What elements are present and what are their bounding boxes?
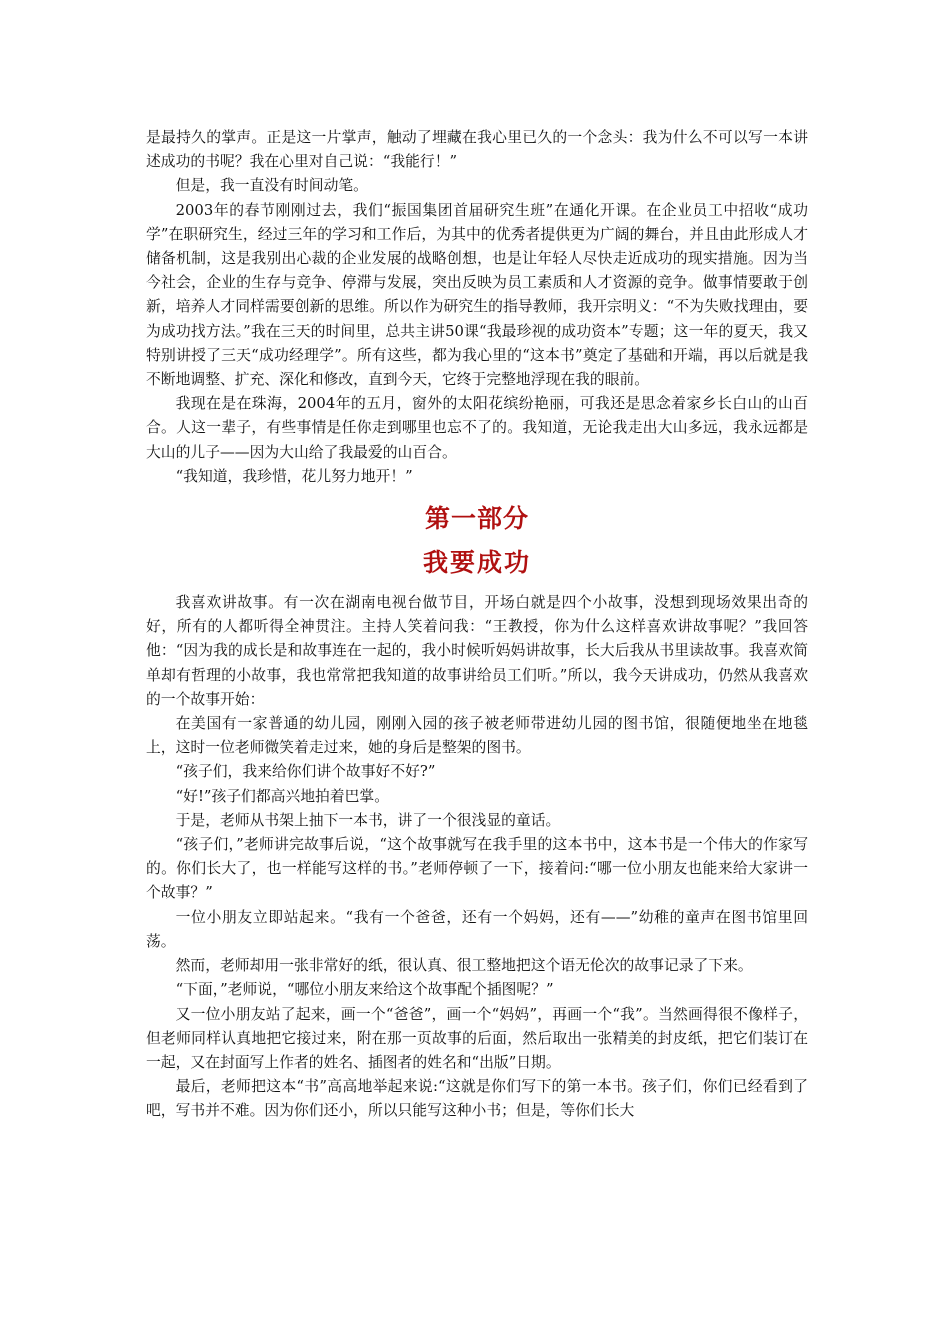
paragraph: 我现在是在珠海，2004年的五月，窗外的太阳花缤纷艳丽，可我还是思念着家乡长白山的山百合。人这一辈子，有些事情是任你走到哪里也忘不了的。我知道，无论我走出大山多远，我永远都是大山的儿子——因为大山给了我最爱的山百合。: [146, 395, 808, 461]
part-title: 第一部分: [424, 504, 529, 534]
paragraph: “我知道，我珍惜，花儿努力地开！”: [175, 467, 413, 485]
paragraph: “孩子们，我来给你们讲个故事好不好?”: [175, 763, 436, 781]
paragraph: 又一位小朋友站了起来，画一个“爸爸”，画一个“妈妈”，再画一个“我”。当然画得很不像样子，但老师同样认真地把它接过来，附在那一页故事的后面，然后取出一张精美的封皮纸，把它们装订在一起，又在封面写上作者的姓名、插图者的姓名和“出版”日期。: [146, 1005, 808, 1071]
paragraph: 是最持久的掌声。正是这一片掌声，触动了埋藏在我心里已久的一个念头：我为什么不可以写一本讲述成功的书呢？我在心里对自己说：“我能行！”: [146, 129, 808, 171]
paragraph: 最后，老师把这本“书”高高地举起来说:“这就是你们写下的第一本书。孩子们，你们已经看到了吧，写书并不难。因为你们还小，所以只能写这种小书；但是，等你们长大: [146, 1078, 808, 1120]
paragraph: 一位小朋友立即站起来。“我有一个爸爸，还有一个妈妈，还有——”幼稚的童声在图书馆里回荡。: [146, 908, 808, 950]
paragraph: 然而，老师却用一张非常好的纸，很认真、很工整地把这个语无伦次的故事记录了下来。: [175, 957, 753, 975]
paragraph: 在美国有一家普通的幼儿园，刚刚入园的孩子被老师带进幼儿园的图书馆，很随便地坐在地毯上，这时一位老师微笑着走过来，她的身后是整架的图书。: [146, 715, 808, 757]
chapter-title: 我要成功: [422, 548, 531, 578]
paragraph: 我喜欢讲故事。有一次在湖南电视台做节目，开场白就是四个小故事，没想到现场效果出奇的好，所有的人都听得全神贯注。主持人笑着问我：“王教授，你为什么这样喜欢讲故事呢？”我回答他：“因为我的成长是和故事连在一起的，我小时候听妈妈讲故事，长大后我从书里读故事。我喜欢简单却有哲理的小故事，我也常常把我知道的故事讲给员工们听。”所以，我今天讲成功，仍然从我喜欢的一个故事开始：: [146, 594, 808, 708]
paragraph: 但是，我一直没有时间动笔。: [175, 177, 368, 195]
paragraph: “好!”孩子们都高兴地拍着巴掌。: [175, 787, 390, 805]
paragraph: 于是，老师从书架上抽下一本书，讲了一个很浅显的童话。: [175, 811, 561, 829]
paragraph: 2003年的春节刚刚过去，我们“振国集团首届研究生班”在通化开课。在企业员工中招收“成功学”在职研究生，经过三年的学习和工作后，为其中的优秀者提供更为广阔的舞台，并且由此形成人才储备机制，这是我别出心裁的企业发展的战略创想，也是让年轻人尽快走近成功的现实措施。因为当今社会，企业的生存与竞争、停滞与发展，突出反映为员工素质和人才资源的竞争。做事情要敢于创新，培养人才同样需要创新的思维。所以作为研究生的指导教师，我开宗明义：“不为失败找理由，要为成功找方法。”我在三天的时间里，总共主讲50课“我最珍视的成功资本”专题；这一年的夏天，我又特别讲授了三天“成功经理学”。所有这些，都为我心里的“这本书”奠定了基础和开端，再以后就是我不断地调整、扩充、深化和修改，直到今天，它终于完整地浮现在我的眼前。: [146, 201, 808, 389]
paragraph: “下面，”老师说，“哪位小朋友来给这个故事配个插图呢？”: [175, 981, 554, 999]
paragraph: “孩子们，”老师讲完故事后说，“这个故事就写在我手里的这本书中，这本书是一个伟大的作家写的。你们长大了，也一样能写这样的书。”老师停顿了一下，接着问:“哪一位小朋友也能来给大家讲一个故事？”: [146, 836, 808, 902]
document-page: [146, 126, 808, 1124]
